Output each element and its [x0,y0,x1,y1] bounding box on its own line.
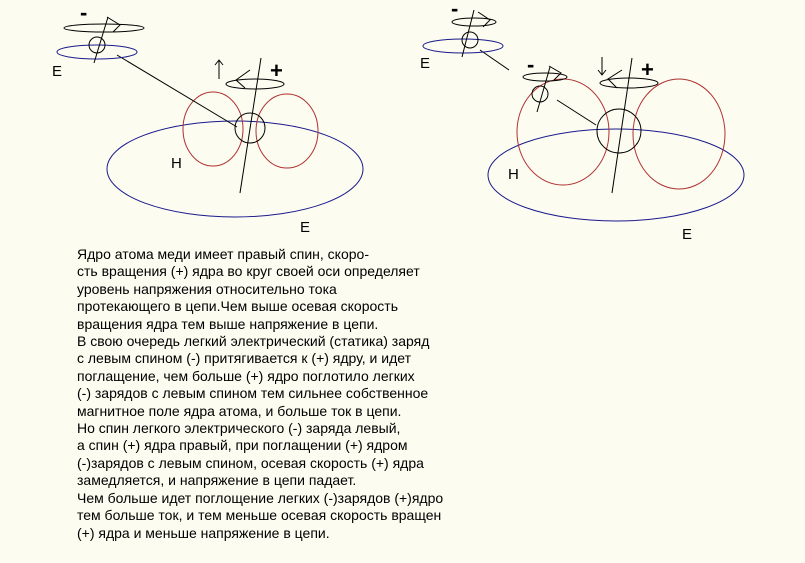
field-label: H [508,166,519,183]
nucleus-sign: + [641,57,654,82]
text-line: Ядро атома меди имеет правый спин, скоро- [77,246,369,262]
nucleus-orbit [488,129,744,221]
field-label: H [171,155,182,172]
text-line: магнитное поле ядра атома, и больше ток в цепи. [77,402,402,419]
electron-2 [532,86,548,102]
orbit-label: E [682,226,693,243]
text-line: поглащение, чем больше (+) ядро поглотило легких [77,367,415,384]
text-line: Но спин легкого электрического (-) заряда левый, [77,420,401,437]
orbit-label: E [300,219,311,236]
electron-label: E [52,63,63,80]
text-line: замедляется, и напряжение в цепи падает. [77,472,357,489]
electron-label: E [420,55,431,72]
attraction-line-2 [557,100,596,125]
electron-orbit [423,39,503,53]
magnetic-field-left-lobe [183,92,243,166]
nucleus-orbit [107,121,363,217]
explanation-text [77,246,443,542]
attraction-line-1 [480,50,509,70]
text-line: тем больше ток, и тем меньше осевая скорость вращен [77,507,442,524]
text-line: протекающего в цепи.Чем выше осевая скорость [77,298,398,315]
text-line: сть вращения (+) ядра во круг своей оси определяет [77,263,420,280]
diagram-right [420,0,744,243]
text-line: вращения ядра тем выше напряжение в цепи. [77,315,379,332]
electron-2-axis [537,67,550,112]
electron-2-sign: - [527,52,535,77]
magnetic-field-left-lobe [517,79,609,185]
text-line: (-) зарядов с левым спином тем сильнее собственное [77,385,429,402]
text-line: а спин (+) ядра правый, при поглащении (+) ядром [77,437,408,454]
magnetic-field-right-lobe [633,79,725,189]
electron-axis [462,10,474,57]
text-line: с левым спином (-) притягивается к (+) ядру, и идет [77,350,411,367]
text-line: уровень напряжения относительно тока [77,280,337,297]
text-line: (+) ядра и меньше напряжение в цепи. [77,524,330,541]
text-line: (-)зарядов с левым спином, осевая скорость (+) ядра [77,454,424,471]
nucleus-sign: + [270,58,283,83]
magnetic-field-right-lobe [256,94,318,168]
electron-sign: - [451,0,459,21]
text-line: Чем больше идет поглощение легких (-)зарядов (+)ядро [77,489,444,506]
electron-sign: - [80,0,88,25]
diagram-left [52,0,363,236]
text-line: В свою очередь легкий электрический (статика) заряд [77,333,430,350]
